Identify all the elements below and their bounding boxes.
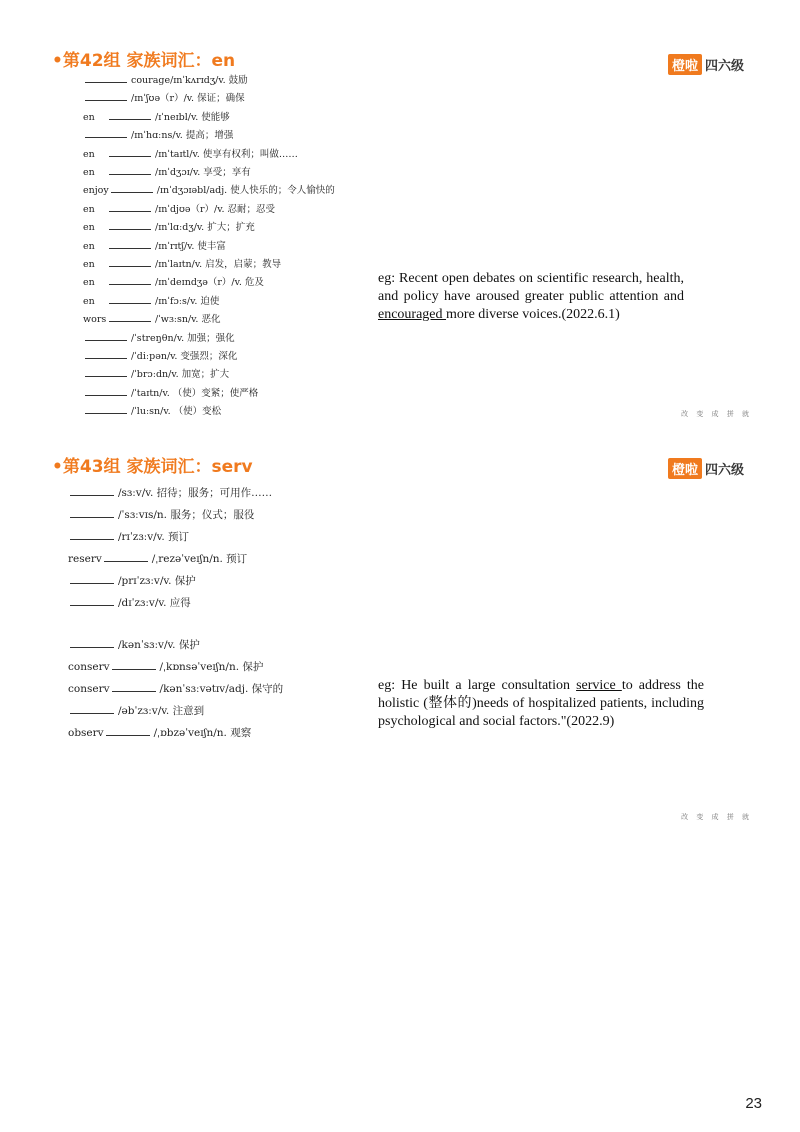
word-prefix: en xyxy=(83,167,95,178)
word-prefix: en xyxy=(83,259,95,270)
word-definition: /ɪnˈhɑːns/v. 提高；增强 xyxy=(131,130,234,142)
example-text: eg: Recent open debates on scientific research, health, and policy have aroused greater public attention and xyxy=(378,271,684,304)
word-prefix: enjoy xyxy=(83,185,109,197)
word-prefix: en xyxy=(83,203,95,215)
word-prefix: en xyxy=(83,222,95,234)
word-prefix: en xyxy=(83,111,95,123)
fill-in-blank[interactable] xyxy=(85,367,127,377)
footer-mark-43: 改 变 成 拼 就 xyxy=(681,813,752,821)
vocab-entry xyxy=(83,386,258,400)
fill-in-blank[interactable] xyxy=(85,386,127,396)
vocab-entry xyxy=(83,294,219,308)
example-underlined-word: service xyxy=(576,678,622,693)
word-definition: /kənˈsɜːv/v. 保护 xyxy=(118,639,200,651)
vocab-entry xyxy=(83,367,229,381)
vocab-entry xyxy=(83,331,235,345)
section-title-text: 第42组 家族词汇：en xyxy=(62,51,236,71)
example-text: eg: He built a large consultation xyxy=(378,678,577,693)
fill-in-blank[interactable] xyxy=(70,574,114,584)
vocab-entry xyxy=(83,257,281,271)
vocab-entry xyxy=(68,486,272,499)
fill-in-blank[interactable] xyxy=(70,486,114,496)
fill-in-blank[interactable] xyxy=(109,110,151,120)
section-title-42 xyxy=(52,46,235,71)
brand-level: 四六级 xyxy=(704,59,744,74)
section-title-text: 第43组 家族词汇：serv xyxy=(62,457,253,477)
fill-in-blank[interactable] xyxy=(111,183,153,193)
fill-in-blank[interactable] xyxy=(70,596,114,606)
word-definition: /ˈwɜːsn/v. 恶化 xyxy=(155,314,221,326)
word-definition: /ɪnˈfɔːs/v. 迫使 xyxy=(155,295,220,307)
page-number: 23 xyxy=(745,1095,762,1112)
word-definition: courage/ɪnˈkʌrɪdʒ/v. 鼓励 xyxy=(131,75,248,86)
fill-in-blank[interactable] xyxy=(109,147,151,157)
vocab-entry xyxy=(83,165,251,179)
vocab-entry xyxy=(83,312,220,326)
word-definition: /ɪnˈtaɪtl/v. 使享有权利；叫做…… xyxy=(155,148,298,160)
fill-in-blank[interactable] xyxy=(109,239,151,249)
word-definition: /ˈtaɪtn/v. （使）变紧；使严格 xyxy=(131,387,259,399)
vocab-entry xyxy=(83,183,335,197)
brand-logo: 橙啦 xyxy=(668,458,702,479)
word-definition: /ɪnˈlɑːdʒ/v. 扩大；扩充 xyxy=(155,222,255,234)
example-text-end: more diverse voices.(2022.6.1) xyxy=(446,307,620,322)
brand-badge xyxy=(668,458,744,479)
word-definition: /ˌɒbzəˈveɪʃn/n. 观察 xyxy=(153,727,252,739)
word-definition: /ɪnˈdʒɔɪəbl/adj. 使人快乐的；令人愉快的 xyxy=(156,185,335,197)
fill-in-blank[interactable] xyxy=(85,349,127,359)
fill-in-blank[interactable] xyxy=(109,165,151,175)
word-definition: /dɪˈzɜːv/v. 应得 xyxy=(118,597,191,609)
fill-in-blank[interactable] xyxy=(112,660,156,670)
word-prefix: conserv xyxy=(68,661,110,673)
word-definition: /rɪˈzɜːv/v. 预订 xyxy=(118,531,190,543)
vocab-entry xyxy=(83,275,264,289)
vocab-entry xyxy=(83,349,237,363)
brand-logo: 橙啦 xyxy=(668,54,702,75)
word-definition: /ˌrezəˈveɪʃn/n. 预订 xyxy=(151,553,248,565)
fill-in-blank[interactable] xyxy=(106,726,150,736)
fill-in-blank[interactable] xyxy=(109,257,151,267)
vocab-entry xyxy=(83,110,230,124)
vocab-entry xyxy=(68,574,196,587)
example-text-end: to address the holistic (整体的)needs of hospitalized patients, including psychological and social factors."(2022.9) xyxy=(378,678,704,729)
vocab-entry xyxy=(83,404,221,418)
fill-in-blank[interactable] xyxy=(70,704,114,714)
word-prefix: observ xyxy=(68,727,104,739)
fill-in-blank[interactable] xyxy=(70,530,114,540)
brand-level: 四六级 xyxy=(704,463,744,478)
section-bullet: • xyxy=(52,457,63,477)
vocab-entry xyxy=(83,147,298,161)
fill-in-blank[interactable] xyxy=(85,91,127,101)
word-definition: /ɪnˈdʒɔɪ/v. 享受；享有 xyxy=(155,167,251,178)
fill-in-blank[interactable] xyxy=(112,682,156,692)
footer-mark-42: 改 变 成 拼 就 xyxy=(681,410,752,418)
fill-in-blank[interactable] xyxy=(109,220,151,230)
word-definition: /ˈsɜːvɪs/n. 服务；仪式；服役 xyxy=(118,509,255,521)
vocab-entry xyxy=(83,73,248,87)
word-prefix: en xyxy=(83,295,95,307)
vocab-entry xyxy=(68,660,263,673)
word-definition: /əbˈzɜːv/v. 注意到 xyxy=(118,705,205,717)
word-definition: /ˈstreŋθn/v. 加强；强化 xyxy=(131,332,235,344)
example-sentence-43 xyxy=(378,677,704,731)
word-definition: /ˈbrɔːdn/v. 加宽；扩大 xyxy=(131,369,230,381)
fill-in-blank[interactable] xyxy=(85,404,127,414)
word-definition: /prɪˈzɜːv/v. 保护 xyxy=(118,575,196,587)
word-prefix: reserv xyxy=(68,553,102,565)
fill-in-blank[interactable] xyxy=(85,128,127,138)
example-sentence-42 xyxy=(378,270,684,324)
word-definition: /ɪnˈlaɪtn/v. 启发，启蒙；教导 xyxy=(155,259,282,270)
vocab-entry xyxy=(68,596,191,609)
section-bullet: • xyxy=(52,51,63,71)
vocab-entry xyxy=(83,128,233,142)
fill-in-blank[interactable] xyxy=(70,508,114,518)
vocab-entry xyxy=(83,91,245,105)
fill-in-blank[interactable] xyxy=(109,275,151,285)
word-definition: /ˌkɒnsəˈveɪʃn/n. 保护 xyxy=(159,661,264,673)
word-definition: /ɪnˈdjʊə（r）/v. 忍耐；忍受 xyxy=(155,203,276,215)
word-definition: /ɪnˈrɪtʃ/v. 使丰富 xyxy=(155,240,226,252)
vocab-entry xyxy=(68,704,204,717)
fill-in-blank[interactable] xyxy=(109,202,151,212)
word-definition: /ɪˈneɪbl/v. 使能够 xyxy=(155,111,230,123)
vocab-entry xyxy=(68,530,189,543)
word-definition: /ˈluːsn/v. （使）变松 xyxy=(131,406,222,418)
vocab-entry xyxy=(83,202,275,216)
word-definition: /kənˈsɜːvətɪv/adj. 保守的 xyxy=(159,683,284,695)
vocab-entry xyxy=(68,682,283,695)
word-prefix: en xyxy=(83,240,95,252)
fill-in-blank[interactable] xyxy=(70,638,114,648)
fill-in-blank[interactable] xyxy=(109,294,151,304)
vocab-entry xyxy=(68,508,254,521)
brand-badge xyxy=(668,54,744,75)
fill-in-blank[interactable] xyxy=(85,331,127,341)
vocab-entry xyxy=(68,726,251,739)
fill-in-blank[interactable] xyxy=(109,312,151,322)
fill-in-blank[interactable] xyxy=(104,552,148,562)
example-underlined-word: encouraged xyxy=(378,307,447,322)
word-definition: /ɪnˈʃʊə（r）/v. 保证；确保 xyxy=(131,93,245,105)
section-title-43 xyxy=(52,452,253,477)
fill-in-blank[interactable] xyxy=(85,73,127,83)
vocab-entry xyxy=(83,239,226,253)
vocab-entry xyxy=(68,552,247,565)
word-prefix: en xyxy=(83,277,95,289)
word-definition: /sɜːv/v. 招待；服务；可用作…… xyxy=(118,487,273,499)
word-prefix: wors xyxy=(83,314,107,326)
word-prefix: conserv xyxy=(68,683,110,695)
word-definition: /ɪnˈdeɪndʒə（r）/v. 危及 xyxy=(155,277,264,289)
word-prefix: en xyxy=(83,148,95,160)
vocab-entry xyxy=(68,638,200,651)
vocab-entry xyxy=(83,220,255,234)
word-definition: /ˈdiːpən/v. 变强烈；深化 xyxy=(131,351,238,362)
